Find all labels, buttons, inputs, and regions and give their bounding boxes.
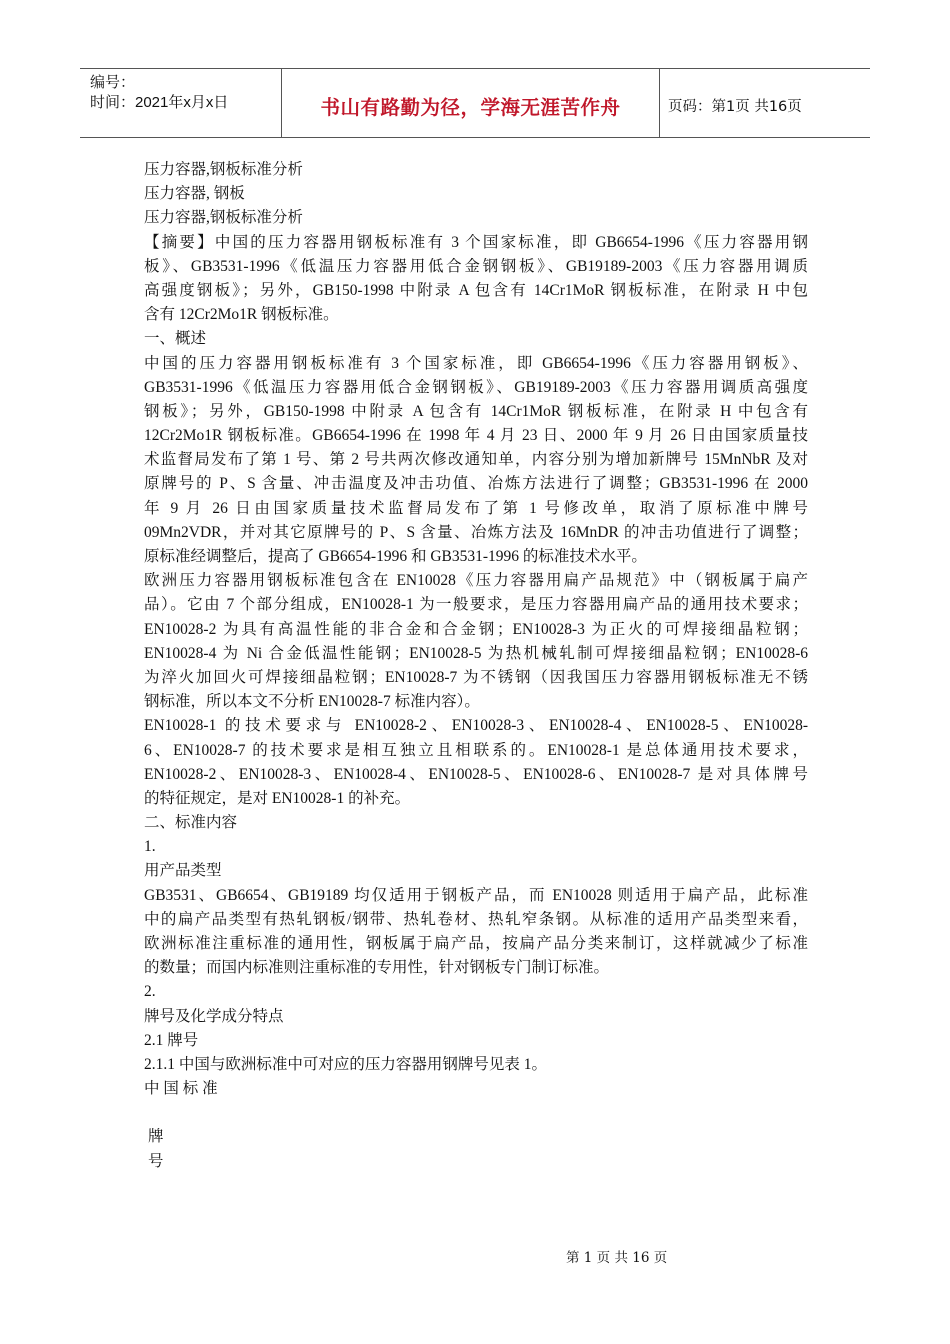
header-meta [80,69,282,137]
text-line: 的数量；而国内标准则注重标准的专用性，针对钢板专门制订标准。 [144,959,610,977]
section-number: 2. [144,983,156,1001]
subsection-heading: 牌号及化学成分特点 [144,1007,284,1025]
text-line: 压力容器,钢板标准分析 [144,161,303,178]
table-label: 牌 [148,1128,164,1146]
table-label: 号 [148,1152,164,1170]
text-line: 含有 12Cr2Mo1R 钢板标准。 [144,306,339,324]
text-line: EN10028-4 为 Ni 合金低温性能钢；EN10028-5 为热机械轧制可焊接细晶粒钢；EN10028-6 [144,644,808,662]
text-line: 高强度钢板》；另外，GB150-1998 中附录 A 包含有 14Cr1MoR 钢板标准，在附录 H 中包 [144,281,808,299]
header-motto: 书山有路勤为径，学海无涯苦作舟 [282,69,660,137]
text-line: 【摘要】中国的压力容器用钢板标准有 3 个国家标准，即 GB6654-1996《压力容器用钢 [144,233,808,251]
document-body [144,158,808,1174]
text-line: 为淬火加回火可焊接细晶粒钢；EN10028-7 为不锈钢（因我国压力容器用钢板标准无不锈 [144,668,808,686]
page-footer: 第 1 页 共 16 页 [566,1250,668,1266]
document-time-label: 时间：2021年x月x日 [90,94,229,111]
document-number-label: 编号： [90,74,136,91]
text-line: 压力容器,钢板标准分析 [144,209,303,227]
text-line: 术监督局发布了第 1 号、第 2 号共两次修改通知单，内容分别为增加新牌号 15MnNbR 及对 [144,451,808,469]
text-line: 中的扁产品类型有热轧钢板/钢带、热轧卷材、热轧窄条钢。从标准的适用产品类型来看， [144,910,808,928]
text-line: 欧洲压力容器用钢板标准包含在 EN10028《压力容器用扁产品规范》中（钢板属于扁产 [144,572,808,590]
text-line: 中国的压力容器用钢板标准有 3 个国家标准，即 GB6654-1996《压力容器用钢板》、 [144,354,808,372]
header-page-info: 页码：第1页 共16页 [668,98,802,115]
section-heading: 一、概述 [144,330,207,348]
table-caption: 中 国 标 准 [144,1080,218,1098]
text-line: 钢板》；另外，GB150-1998 中附录 A 包含有 14Cr1MoR 钢板标准，在附录 H 中包含有 [144,402,808,420]
text-line: EN10028-2、EN10028-3、EN10028-4、EN10028-5、EN10028-6、EN10028-7 是对具体牌号 [144,765,808,783]
text-line: 欧洲标准注重标准的通用性，钢板属于扁产品，按扁产品分类来制订，这样就减少了标准 [144,935,808,952]
page-header [80,68,870,138]
text-line: 09Mn2VDR，并对其它原牌号的 P、S 含量、冶炼方法及 16MnDR 的冲击功值进行了调整； [144,523,808,541]
text-line: 2.1.1 中国与欧洲标准中可对应的压力容器用钢牌号见表 1。 [144,1055,548,1073]
text-line: 钢标准，所以本文不分析 EN10028-7 标准内容）。 [144,693,480,711]
text-line: 的特征规定，是对 EN10028-1 的补充。 [144,789,411,807]
section-number: 1. [144,838,156,856]
text-line: 板》、GB3531-1996《低温压力容器用低合金钢钢板》、GB19189-2003《压力容器用调质 [144,257,808,275]
text-line: 6、EN10028-7 的技术要求是相互独立且相联系的。EN10028-1 是总体通用技术要求， [144,741,808,759]
text-line: 12Cr2Mo1R 钢板标准。GB6654-1996 在 1998 年 4 月 23 日、2000 年 9 月 26 日由国家质量技 [144,427,808,445]
text-line: EN10028-1 的技术要求与 EN10028-2、EN10028-3、EN10028-4、EN10028-5、EN10028- [144,717,808,735]
subsection-heading: 2.1 牌号 [144,1031,199,1049]
text-line: 原标准经调整后，提高了 GB6654-1996 和 GB3531-1996 的标准技术水平。 [144,548,647,565]
section-heading: 二、标准内容 [144,814,238,832]
text-line: GB3531、GB6654、GB19189 均仅适用于钢板产品，而 EN10028 则适用于扁产品，此标准 [144,886,808,904]
text-line: 原牌号的 P、S 含量、冲击温度及冲击功值、冶炼方法进行了调整；GB3531-1996 在 2000 [144,475,808,493]
text-line: 年 9 月 26 日由国家质量技术监督局发布了第 1 号修改单，取消了原标准中牌号 [144,499,808,517]
subsection-heading: 用产品类型 [144,862,222,880]
text-line: 品）。它由 7 个部分组成，EN10028-1 为一般要求，是压力容器用扁产品的通用技术要求； [144,596,808,614]
text-line: EN10028-2 为具有高温性能的非合金和合金钢；EN10028-3 为正火的可焊接细晶粒钢； [144,620,808,638]
text-line: 压力容器, 钢板 [144,185,245,203]
text-line: GB3531-1996《低温压力容器用低合金钢钢板》、GB19189-2003《压力容器用调质高强度 [144,378,808,396]
